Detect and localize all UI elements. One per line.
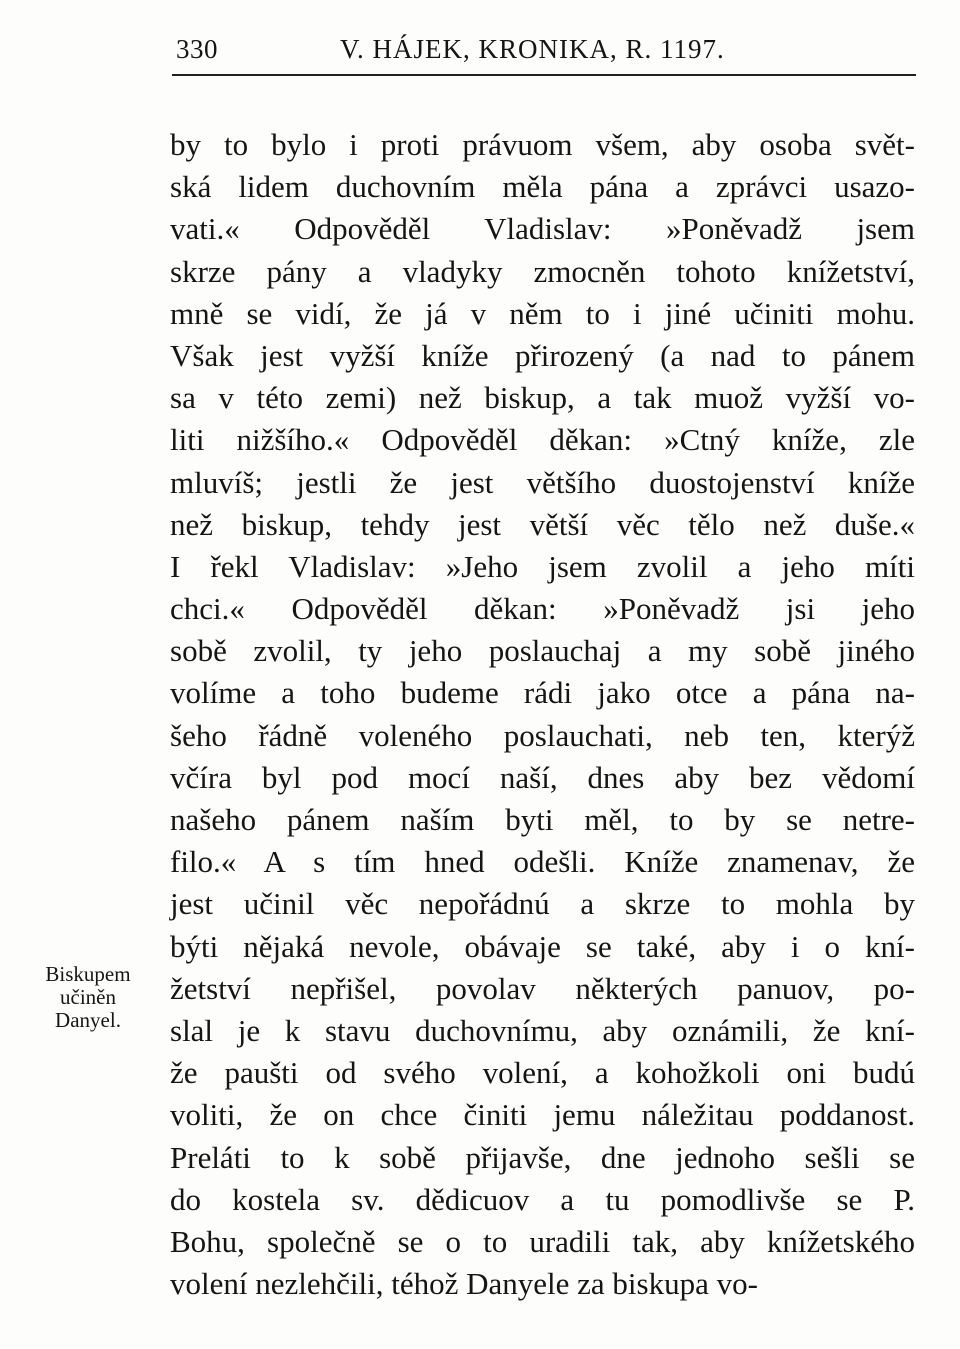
text-line: I řekl Vladislav: »Jeho jsem zvolil a jeho míti	[170, 548, 915, 584]
text-line: sa v této zemi) než biskup, a tak muož vyžší vo-	[170, 380, 915, 416]
margin-note-line: učiněn	[60, 985, 116, 1009]
text-line: našeho pánem naším byti měl, to by se netre-	[170, 802, 915, 837]
text-line: jest učinil věc nepořádnú a skrze to mohla by	[170, 886, 915, 922]
text-line: filo.« A s tím hned odešli. Kníže znamenav, že	[170, 844, 915, 880]
text-line: volení nezlehčili, téhož Danyele za biskupa vo-	[170, 1266, 758, 1302]
margin-note	[18, 963, 158, 1032]
page-header	[170, 30, 915, 70]
text-line: vati.« Odpověděl Vladislav: »Poněvadž jsem	[170, 211, 915, 247]
text-line: skrze pány a vladyky zmocněn tohoto knížetství,	[170, 253, 915, 289]
text-line: voliti, že on chce činiti jemu náležitau poddanost.	[170, 1097, 915, 1133]
text-line: mně se vidí, že já v něm to i jiné učiniti mohu.	[170, 295, 915, 331]
text-line: že paušti od svého volení, a kohožkoli oni budú	[170, 1055, 915, 1091]
margin-note-line: Danyel.	[55, 1008, 121, 1032]
text-line: ská lidem duchovním měla pána a zprávci usazo-	[170, 169, 915, 205]
text-line: šeho řádně voleného poslauchati, neb ten, kterýž	[170, 717, 915, 753]
text-line: volíme a toho budeme rádi jako otce a pána na-	[170, 675, 915, 711]
text-line: býti nějaká nevole, obávaje se také, aby i o kní-	[170, 928, 915, 964]
header-rule	[172, 74, 916, 76]
running-title: V. HÁJEK, KRONIKA, R. 1197.	[340, 34, 725, 64]
text-line: by to bylo i proti právuom všem, aby osoba svět-	[170, 127, 915, 162]
page-number: 330	[176, 34, 218, 64]
text-line: do kostela sv. dědicuov a tu pomodlivše se P.	[170, 1181, 915, 1217]
text-line: žetství nepřišel, povolav některých panuov, po-	[170, 970, 915, 1006]
text-line: Bohu, společně se o to uradili tak, aby knížetského	[170, 1223, 915, 1259]
margin-note-line: Biskupem	[45, 962, 131, 986]
text-line: slal je k stavu duchovnímu, aby oznámili, že kní-	[170, 1012, 915, 1048]
body-text	[170, 124, 915, 1305]
text-line: než biskup, tehdy jest větší věc tělo než duše.«	[170, 506, 915, 542]
text-line: liti nižšího.« Odpověděl děkan: »Ctný kníže, zle	[170, 422, 915, 458]
text-line: sobě zvolil, ty jeho poslauchaj a my sobě jiného	[170, 633, 915, 669]
text-line: včíra byl pod mocí naší, dnes aby bez vědomí	[170, 759, 915, 795]
text-line: Preláti to k sobě přijavše, dne jednoho sešli se	[170, 1139, 915, 1175]
text-line: mluvíš; jestli že jest většího duostojenství kníže	[170, 464, 915, 500]
text-line: Však jest vyžší kníže přirozený (a nad to pánem	[170, 337, 915, 373]
text-line: chci.« Odpověděl děkan: »Poněvadž jsi jeho	[170, 591, 915, 627]
